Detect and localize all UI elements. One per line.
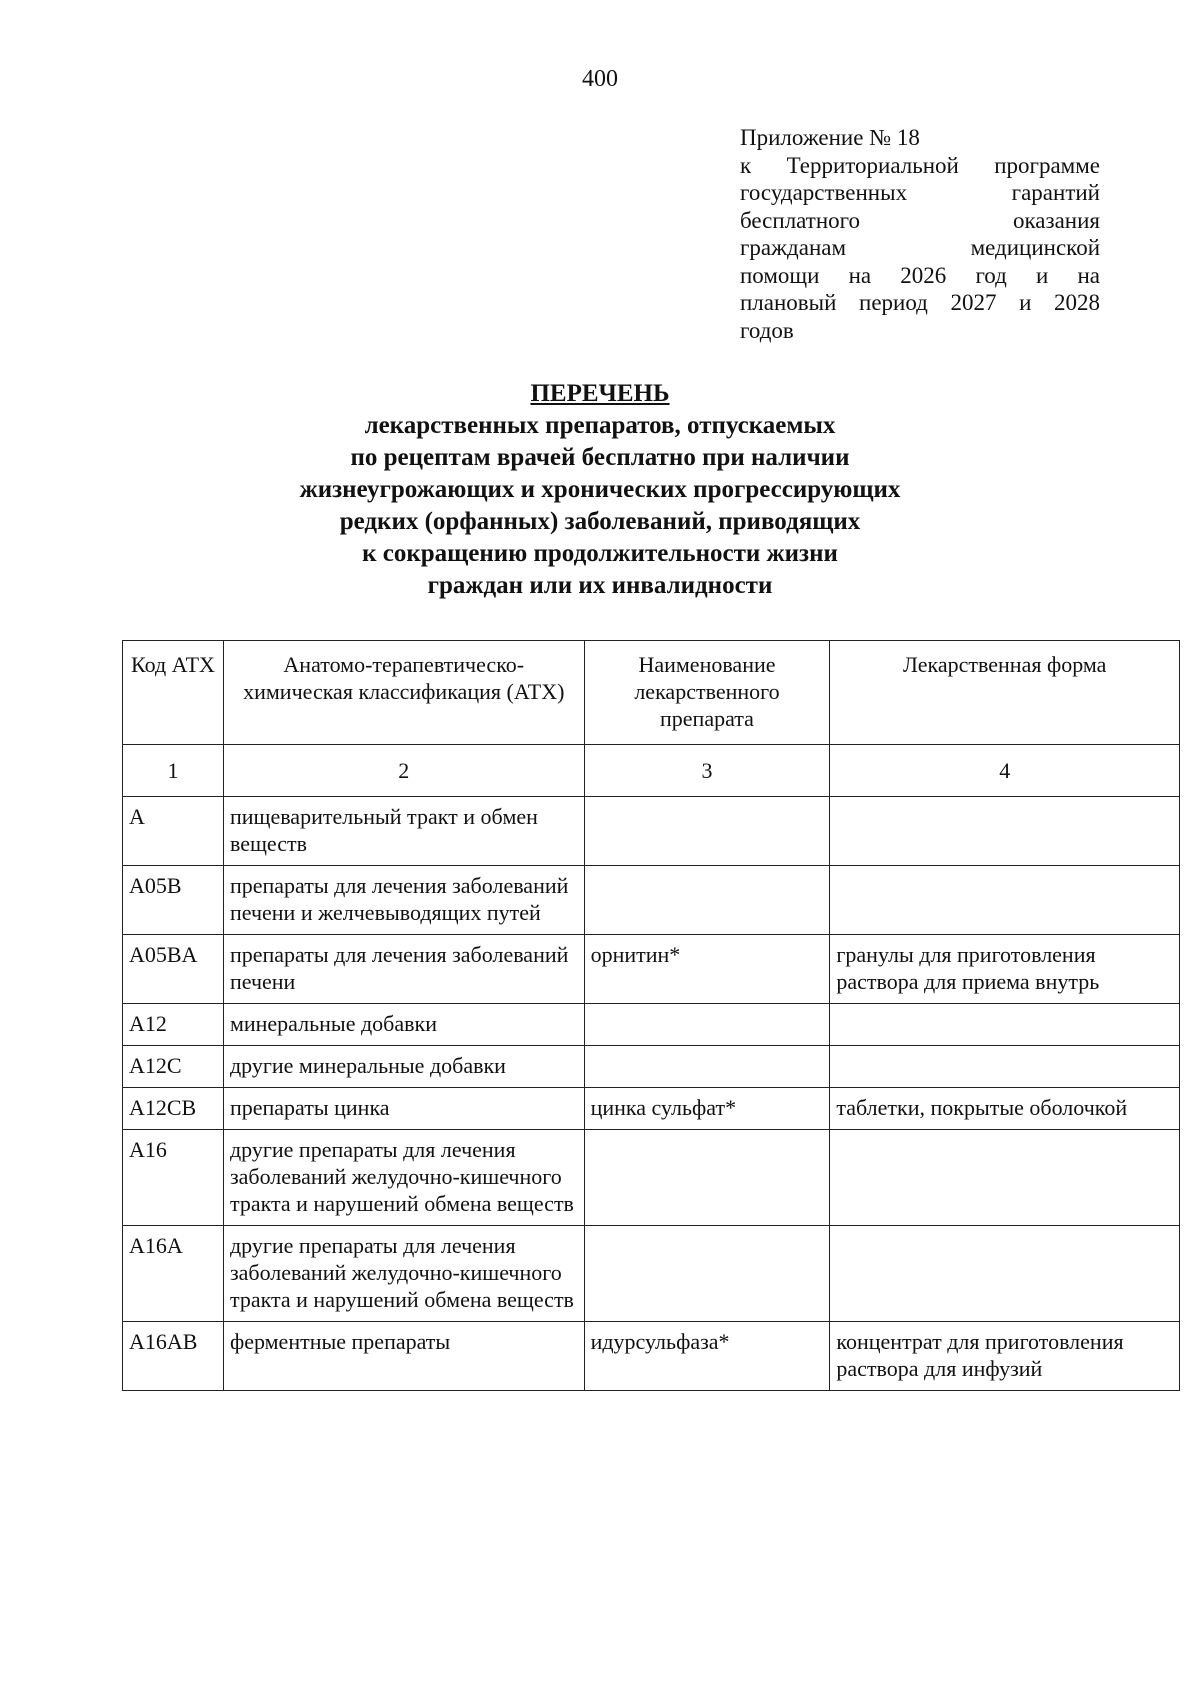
cell-code: A05B	[123, 866, 224, 935]
cell-classification: другие препараты для лечения заболеваний желудочно-кишечного тракта и нарушений обмена веществ	[223, 1226, 584, 1322]
cell-drug	[584, 1130, 830, 1226]
title-heading: ПЕРЕЧЕНЬ	[530, 380, 670, 407]
cell-classification: препараты для лечения заболеваний печени и желчевыводящих путей	[223, 866, 584, 935]
table-row	[123, 797, 1180, 866]
cell-drug	[584, 866, 830, 935]
appendix-line: помощи на 2026 год и на	[740, 262, 1100, 288]
table-header	[123, 641, 1180, 797]
cell-code: A12C	[123, 1046, 224, 1088]
header-atc-code: Код АТХ	[123, 641, 224, 745]
table-row	[123, 1322, 1180, 1391]
table-row	[123, 1226, 1180, 1322]
title-line: граждан или их инвалидности	[427, 572, 773, 599]
appendix-line: государственных гарантий	[740, 180, 1100, 205]
table-row	[123, 1046, 1180, 1088]
appendix-line: гражданам медицинской	[740, 235, 1100, 260]
document-title	[0, 378, 1200, 602]
cell-drug	[584, 1046, 830, 1088]
cell-code: A05BA	[123, 935, 224, 1004]
cell-code: A12CB	[123, 1088, 224, 1130]
cell-classification: препараты цинка	[223, 1088, 584, 1130]
title-line: по рецептам врачей бесплатно при наличии	[350, 444, 850, 471]
title-line: жизнеугрожающих и хронических прогрессирующих	[299, 476, 901, 503]
column-number: 1	[123, 745, 224, 797]
cell-form: концентрат для приготовления раствора для инфузий	[830, 1322, 1180, 1391]
cell-drug: цинка сульфат*	[584, 1088, 830, 1130]
cell-drug	[584, 1226, 830, 1322]
column-number: 2	[223, 745, 584, 797]
cell-code: A16A	[123, 1226, 224, 1322]
appendix-note	[740, 124, 1100, 344]
cell-classification: минеральные добавки	[223, 1004, 584, 1046]
cell-form	[830, 866, 1180, 935]
cell-form	[830, 1130, 1180, 1226]
cell-classification: препараты для лечения заболеваний печени	[223, 935, 584, 1004]
header-atc-classification: Анатомо-терапевтическо-химическая классификация (АТХ)	[223, 641, 584, 745]
cell-drug: идурсульфаза*	[584, 1322, 830, 1391]
appendix-line: плановый период 2027 и 2028	[740, 290, 1100, 315]
cell-form: таблетки, покрытые оболочкой	[830, 1088, 1180, 1130]
cell-classification: другие препараты для лечения заболеваний желудочно-кишечного тракта и нарушений обмена веществ	[223, 1130, 584, 1226]
cell-classification: ферментные препараты	[223, 1322, 584, 1391]
cell-classification: другие минеральные добавки	[223, 1046, 584, 1088]
table-body	[123, 797, 1180, 1391]
page-number: 400	[582, 66, 618, 92]
appendix-line: бесплатного оказания	[740, 207, 1100, 233]
column-number-row	[123, 745, 1180, 797]
cell-drug: орнитин*	[584, 935, 830, 1004]
cell-form	[830, 1226, 1180, 1322]
title-line: редких (орфанных) заболеваний, приводящих	[339, 508, 861, 535]
drug-list-table	[122, 640, 1180, 1391]
cell-drug	[584, 1004, 830, 1046]
cell-code: A16	[123, 1130, 224, 1226]
appendix-line: к Территориальной программе	[740, 152, 1100, 178]
table-row	[123, 866, 1180, 935]
column-number: 3	[584, 745, 830, 797]
header-drug-name: Наименование лекарственного препарата	[584, 641, 830, 745]
title-line: к сокращению продолжительности жизни	[362, 540, 838, 567]
table-row	[123, 1004, 1180, 1046]
cell-code: A12	[123, 1004, 224, 1046]
cell-form	[830, 797, 1180, 866]
cell-form: гранулы для приготовления раствора для приема внутрь	[830, 935, 1180, 1004]
title-line: лекарственных препаратов, отпускаемых	[364, 412, 836, 439]
cell-form	[830, 1046, 1180, 1088]
header-row	[123, 641, 1180, 745]
cell-classification: пищеварительный тракт и обмен веществ	[223, 797, 584, 866]
table-row	[123, 1130, 1180, 1226]
cell-drug	[584, 797, 830, 866]
appendix-line: Приложение № 18	[740, 125, 920, 150]
cell-code: A16AB	[123, 1322, 224, 1391]
table-row	[123, 935, 1180, 1004]
appendix-line: годов	[740, 317, 794, 343]
header-dosage-form: Лекарственная форма	[830, 641, 1180, 745]
cell-code: A	[123, 797, 224, 866]
cell-form	[830, 1004, 1180, 1046]
table-row	[123, 1088, 1180, 1130]
column-number: 4	[830, 745, 1180, 797]
